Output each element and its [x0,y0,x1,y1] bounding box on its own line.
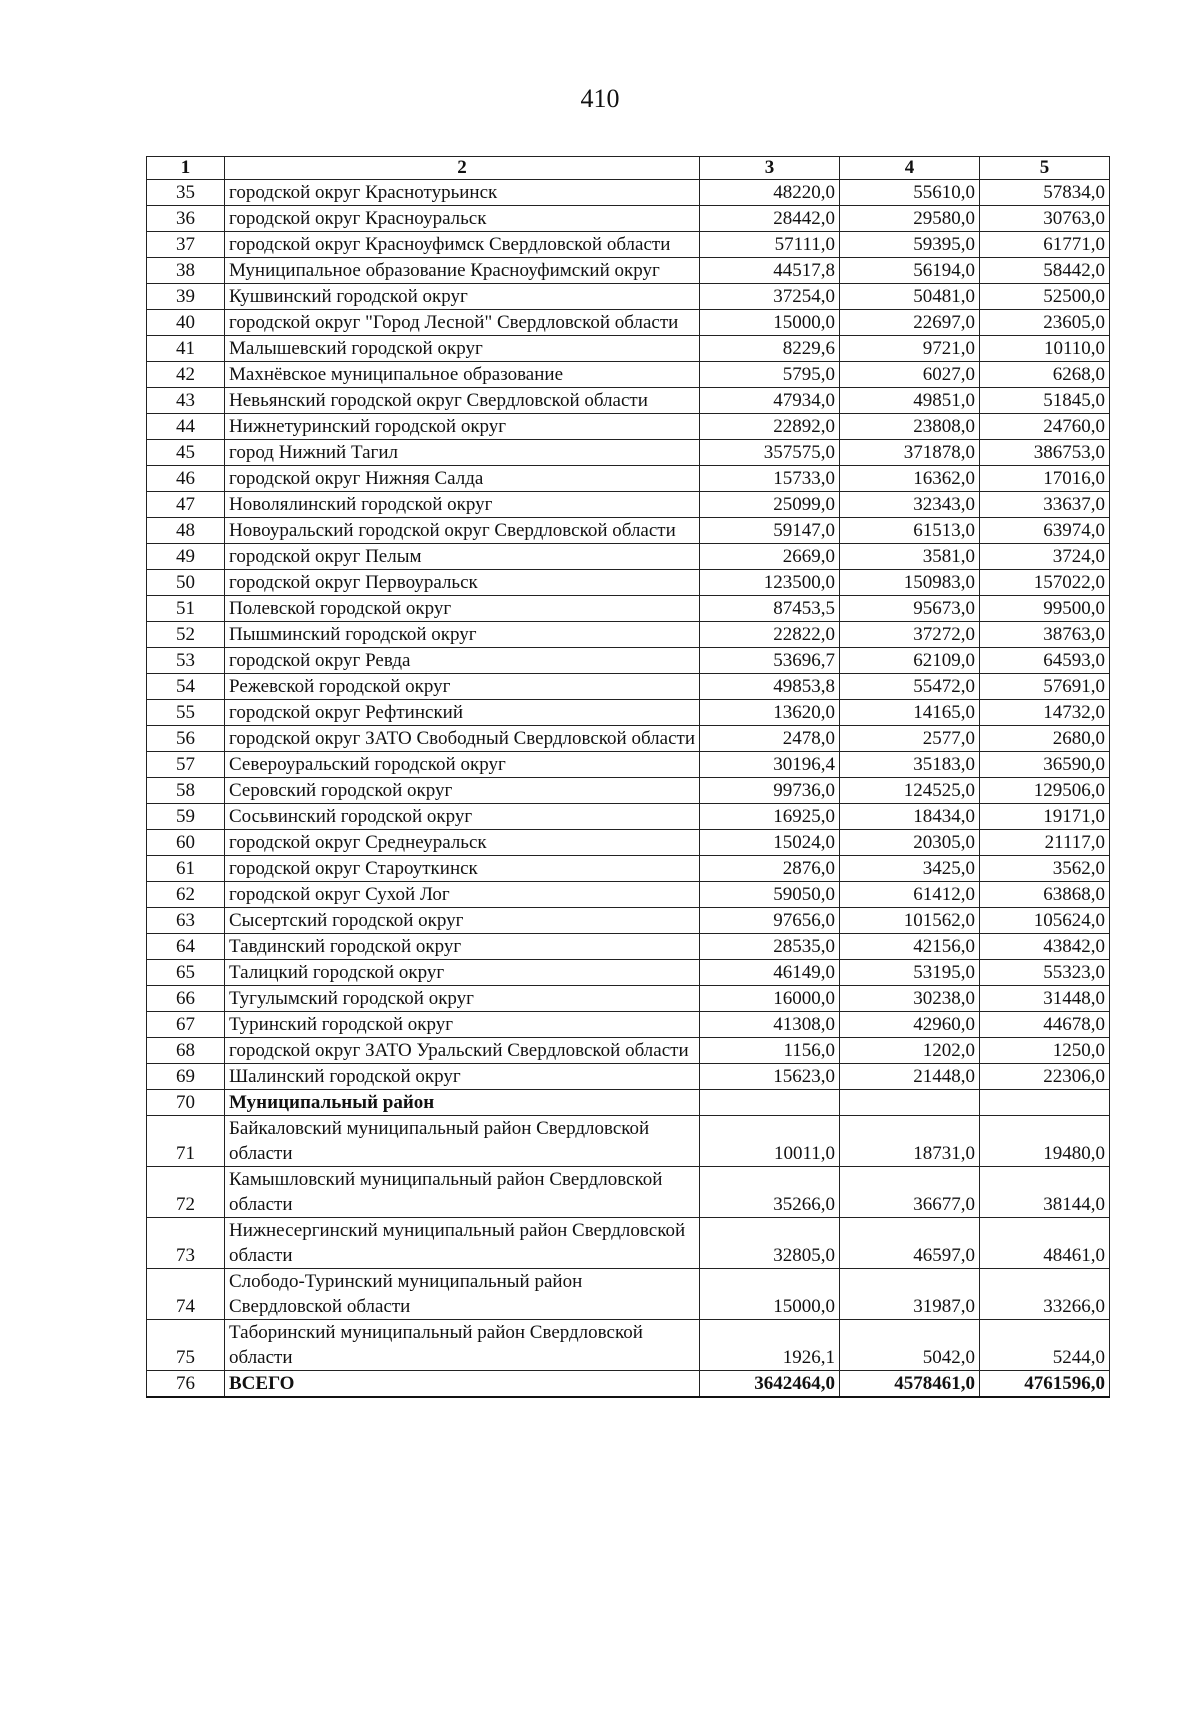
row-value-col3: 1156,0 [700,1038,840,1064]
row-value-col5 [980,1090,1110,1116]
row-value-col3: 15733,0 [700,466,840,492]
row-number: 67 [147,1012,225,1038]
row-value-col4: 95673,0 [840,596,980,622]
row-number: 62 [147,882,225,908]
row-value-col3: 49853,8 [700,674,840,700]
table-row [147,1167,1110,1218]
row-number: 69 [147,1064,225,1090]
row-value-col4: 30238,0 [840,986,980,1012]
row-value-col4: 49851,0 [840,388,980,414]
row-value-col3: 16000,0 [700,986,840,1012]
row-number: 35 [147,180,225,206]
row-name: Туринский городской округ [225,1012,700,1038]
row-value-col4: 35183,0 [840,752,980,778]
row-value-col4: 55472,0 [840,674,980,700]
row-value-col4: 4578461,0 [840,1371,980,1398]
row-value-col5: 19480,0 [980,1116,1110,1167]
row-name: городской округ Нижняя Салда [225,466,700,492]
row-value-col4: 18434,0 [840,804,980,830]
row-value-col4: 59395,0 [840,232,980,258]
row-value-col4: 61412,0 [840,882,980,908]
row-number: 38 [147,258,225,284]
row-name: Режевской городской округ [225,674,700,700]
row-value-col3: 59147,0 [700,518,840,544]
row-name: городской округ Среднеуральск [225,830,700,856]
row-name: городской округ Староуткинск [225,856,700,882]
row-number: 47 [147,492,225,518]
table-row [147,440,1110,466]
row-value-col4: 32343,0 [840,492,980,518]
row-name: Нижнесергинский муниципальный район Свердловской области [225,1218,700,1269]
table-row [147,206,1110,232]
row-number: 53 [147,648,225,674]
row-value-col5: 63974,0 [980,518,1110,544]
row-name: городской округ Красноуфимск Свердловской области [225,232,700,258]
row-value-col5: 4761596,0 [980,1371,1110,1398]
row-number: 65 [147,960,225,986]
table-row [147,596,1110,622]
row-value-col4: 23808,0 [840,414,980,440]
row-value-col3: 15623,0 [700,1064,840,1090]
row-value-col4 [840,1090,980,1116]
table-row [147,492,1110,518]
row-name: городской округ Первоуральск [225,570,700,596]
row-value-col5: 99500,0 [980,596,1110,622]
row-value-col5: 38763,0 [980,622,1110,648]
table-row [147,362,1110,388]
row-name: Новолялинский городской округ [225,492,700,518]
row-value-col4: 56194,0 [840,258,980,284]
row-value-col3: 59050,0 [700,882,840,908]
page-number: 410 [580,84,620,113]
row-value-col3: 15000,0 [700,1269,840,1320]
row-value-col5: 22306,0 [980,1064,1110,1090]
row-name: Муниципальное образование Красноуфимский округ [225,258,700,284]
row-value-col5: 31448,0 [980,986,1110,1012]
row-number: 70 [147,1090,225,1116]
row-value-col3: 357575,0 [700,440,840,466]
row-value-col4: 21448,0 [840,1064,980,1090]
row-number: 61 [147,856,225,882]
table-row [147,180,1110,206]
table-row [147,830,1110,856]
row-value-col3: 97656,0 [700,908,840,934]
table-row [147,804,1110,830]
table-row [147,778,1110,804]
row-value-col5: 57834,0 [980,180,1110,206]
row-value-col4: 101562,0 [840,908,980,934]
row-number: 56 [147,726,225,752]
row-value-col5: 129506,0 [980,778,1110,804]
header-col-1: 1 [147,157,225,180]
row-value-col5: 19171,0 [980,804,1110,830]
row-value-col3: 48220,0 [700,180,840,206]
row-number: 52 [147,622,225,648]
row-value-col5: 58442,0 [980,258,1110,284]
row-value-col4: 150983,0 [840,570,980,596]
row-value-col4: 6027,0 [840,362,980,388]
row-number: 72 [147,1167,225,1218]
row-name: городской округ Пелым [225,544,700,570]
row-value-col4: 14165,0 [840,700,980,726]
row-value-col4: 18731,0 [840,1116,980,1167]
row-name: городской округ Краснотурьинск [225,180,700,206]
header-col-5: 5 [980,157,1110,180]
row-name: городской округ ЗАТО Свободный Свердловской области [225,726,700,752]
row-number: 40 [147,310,225,336]
row-value-col5: 2680,0 [980,726,1110,752]
row-value-col5: 33266,0 [980,1269,1110,1320]
row-value-col5: 157022,0 [980,570,1110,596]
row-value-col3: 25099,0 [700,492,840,518]
budget-table [146,156,1110,1398]
row-value-col3: 41308,0 [700,1012,840,1038]
row-value-col5: 44678,0 [980,1012,1110,1038]
row-number: 37 [147,232,225,258]
row-value-col4: 3581,0 [840,544,980,570]
row-number: 68 [147,1038,225,1064]
row-number: 42 [147,362,225,388]
table-row [147,1269,1110,1320]
row-value-col5: 43842,0 [980,934,1110,960]
row-value-col3: 37254,0 [700,284,840,310]
table-row [147,1064,1110,1090]
row-number: 60 [147,830,225,856]
row-value-col4: 62109,0 [840,648,980,674]
row-name: Талицкий городской округ [225,960,700,986]
row-value-col5: 33637,0 [980,492,1110,518]
row-number: 74 [147,1269,225,1320]
row-value-col4: 5042,0 [840,1320,980,1371]
row-name: Пышминский городской округ [225,622,700,648]
row-name: Камышловский муниципальный район Свердловской области [225,1167,700,1218]
row-number: 75 [147,1320,225,1371]
row-value-col3: 99736,0 [700,778,840,804]
row-value-col4: 2577,0 [840,726,980,752]
table-row [147,752,1110,778]
row-value-col3: 44517,8 [700,258,840,284]
row-value-col4: 46597,0 [840,1218,980,1269]
table-row [147,1371,1110,1398]
row-value-col3: 15000,0 [700,310,840,336]
row-value-col5: 52500,0 [980,284,1110,310]
row-value-col3: 53696,7 [700,648,840,674]
row-value-col3: 2478,0 [700,726,840,752]
row-value-col5: 3562,0 [980,856,1110,882]
row-value-col3 [700,1090,840,1116]
row-name: Байкаловский муниципальный район Свердловской области [225,1116,700,1167]
row-value-col4: 53195,0 [840,960,980,986]
row-name: городской округ ЗАТО Уральский Свердловской области [225,1038,700,1064]
row-name: Тавдинский городской округ [225,934,700,960]
row-value-col5: 386753,0 [980,440,1110,466]
row-name: городской округ Рефтинский [225,700,700,726]
row-value-col4: 371878,0 [840,440,980,466]
table-row [147,1012,1110,1038]
row-name: Серовский городской округ [225,778,700,804]
table-row [147,1218,1110,1269]
row-value-col5: 38144,0 [980,1167,1110,1218]
row-value-col3: 28442,0 [700,206,840,232]
table-row [147,882,1110,908]
row-value-col3: 123500,0 [700,570,840,596]
row-number: 55 [147,700,225,726]
row-value-col5: 21117,0 [980,830,1110,856]
table-row [147,1320,1110,1371]
row-number: 64 [147,934,225,960]
row-number: 45 [147,440,225,466]
table-row [147,258,1110,284]
row-name: Шалинский городской округ [225,1064,700,1090]
row-value-col3: 13620,0 [700,700,840,726]
row-value-col5: 3724,0 [980,544,1110,570]
row-value-col5: 24760,0 [980,414,1110,440]
row-name: Тугулымский городской округ [225,986,700,1012]
row-name: Новоуральский городской округ Свердловской области [225,518,700,544]
row-value-col4: 29580,0 [840,206,980,232]
row-value-col4: 55610,0 [840,180,980,206]
row-value-col3: 1926,1 [700,1320,840,1371]
row-name: Полевской городской округ [225,596,700,622]
row-number: 48 [147,518,225,544]
row-number: 54 [147,674,225,700]
row-name: Таборинский муниципальный район Свердловской области [225,1320,700,1371]
row-value-col5: 51845,0 [980,388,1110,414]
row-number: 36 [147,206,225,232]
row-value-col4: 42156,0 [840,934,980,960]
row-name: Кушвинский городской округ [225,284,700,310]
row-value-col4: 3425,0 [840,856,980,882]
table-row [147,1116,1110,1167]
row-value-col4: 61513,0 [840,518,980,544]
row-value-col5: 61771,0 [980,232,1110,258]
row-number: 76 [147,1371,225,1398]
row-name: Нижнетуринский городской округ [225,414,700,440]
row-name: Слободо-Туринский муниципальный район Свердловской области [225,1269,700,1320]
row-value-col4: 50481,0 [840,284,980,310]
table-row [147,726,1110,752]
row-value-col3: 32805,0 [700,1218,840,1269]
row-name: Невьянский городской округ Свердловской области [225,388,700,414]
header-col-3: 3 [700,157,840,180]
table-row [147,414,1110,440]
table-row [147,648,1110,674]
row-number: 49 [147,544,225,570]
row-value-col4: 42960,0 [840,1012,980,1038]
row-name: Муниципальный район [225,1090,700,1116]
row-value-col5: 57691,0 [980,674,1110,700]
row-number: 46 [147,466,225,492]
table-row [147,232,1110,258]
table-header-row [147,157,1110,180]
table-row [147,1090,1110,1116]
row-name: Североуральский городской округ [225,752,700,778]
row-value-col4: 36677,0 [840,1167,980,1218]
row-number: 59 [147,804,225,830]
table-row [147,388,1110,414]
row-name: город Нижний Тагил [225,440,700,466]
row-number: 44 [147,414,225,440]
row-name: городской округ Сухой Лог [225,882,700,908]
row-value-col3: 57111,0 [700,232,840,258]
row-number: 39 [147,284,225,310]
row-value-col5: 63868,0 [980,882,1110,908]
row-value-col3: 8229,6 [700,336,840,362]
row-value-col5: 10110,0 [980,336,1110,362]
row-value-col3: 3642464,0 [700,1371,840,1398]
row-value-col3: 2669,0 [700,544,840,570]
row-value-col3: 10011,0 [700,1116,840,1167]
row-value-col4: 31987,0 [840,1269,980,1320]
row-value-col5: 17016,0 [980,466,1110,492]
table-row [147,284,1110,310]
row-value-col5: 55323,0 [980,960,1110,986]
row-value-col4: 16362,0 [840,466,980,492]
row-number: 73 [147,1218,225,1269]
row-value-col4: 37272,0 [840,622,980,648]
row-value-col4: 22697,0 [840,310,980,336]
row-name: городской округ Красноуральск [225,206,700,232]
table-row [147,570,1110,596]
row-name: Малышевский городской округ [225,336,700,362]
row-value-col5: 6268,0 [980,362,1110,388]
row-value-col5: 30763,0 [980,206,1110,232]
table-row [147,622,1110,648]
row-value-col3: 5795,0 [700,362,840,388]
row-name: Махнёвское муниципальное образование [225,362,700,388]
row-name: Сысертский городской округ [225,908,700,934]
row-value-col4: 20305,0 [840,830,980,856]
row-value-col3: 28535,0 [700,934,840,960]
row-value-col5: 14732,0 [980,700,1110,726]
row-value-col5: 36590,0 [980,752,1110,778]
table-row [147,986,1110,1012]
row-value-col5: 23605,0 [980,310,1110,336]
row-value-col5: 105624,0 [980,908,1110,934]
table-row [147,1038,1110,1064]
row-value-col3: 22822,0 [700,622,840,648]
table-body [147,180,1110,1398]
row-value-col3: 22892,0 [700,414,840,440]
row-name: ВСЕГО [225,1371,700,1398]
table-row [147,336,1110,362]
row-value-col3: 87453,5 [700,596,840,622]
table-row [147,960,1110,986]
table-row [147,908,1110,934]
table-row [147,310,1110,336]
row-value-col5: 5244,0 [980,1320,1110,1371]
row-value-col3: 35266,0 [700,1167,840,1218]
row-name: городской округ "Город Лесной" Свердловской области [225,310,700,336]
row-value-col5: 48461,0 [980,1218,1110,1269]
header-col-2: 2 [225,157,700,180]
row-number: 63 [147,908,225,934]
row-number: 57 [147,752,225,778]
header-col-4: 4 [840,157,980,180]
row-name: Сосьвинский городской округ [225,804,700,830]
table-row [147,856,1110,882]
row-value-col3: 30196,4 [700,752,840,778]
row-number: 43 [147,388,225,414]
row-value-col3: 16925,0 [700,804,840,830]
row-number: 58 [147,778,225,804]
row-number: 51 [147,596,225,622]
table-row [147,466,1110,492]
row-value-col3: 15024,0 [700,830,840,856]
table-row [147,934,1110,960]
table-row [147,544,1110,570]
row-value-col4: 9721,0 [840,336,980,362]
row-value-col5: 64593,0 [980,648,1110,674]
table-row [147,674,1110,700]
row-number: 50 [147,570,225,596]
row-value-col4: 124525,0 [840,778,980,804]
row-value-col3: 46149,0 [700,960,840,986]
row-value-col3: 2876,0 [700,856,840,882]
row-number: 66 [147,986,225,1012]
row-value-col3: 47934,0 [700,388,840,414]
table-row [147,700,1110,726]
row-name: городской округ Ревда [225,648,700,674]
row-number: 71 [147,1116,225,1167]
row-value-col4: 1202,0 [840,1038,980,1064]
table-row [147,518,1110,544]
row-value-col5: 1250,0 [980,1038,1110,1064]
row-number: 41 [147,336,225,362]
